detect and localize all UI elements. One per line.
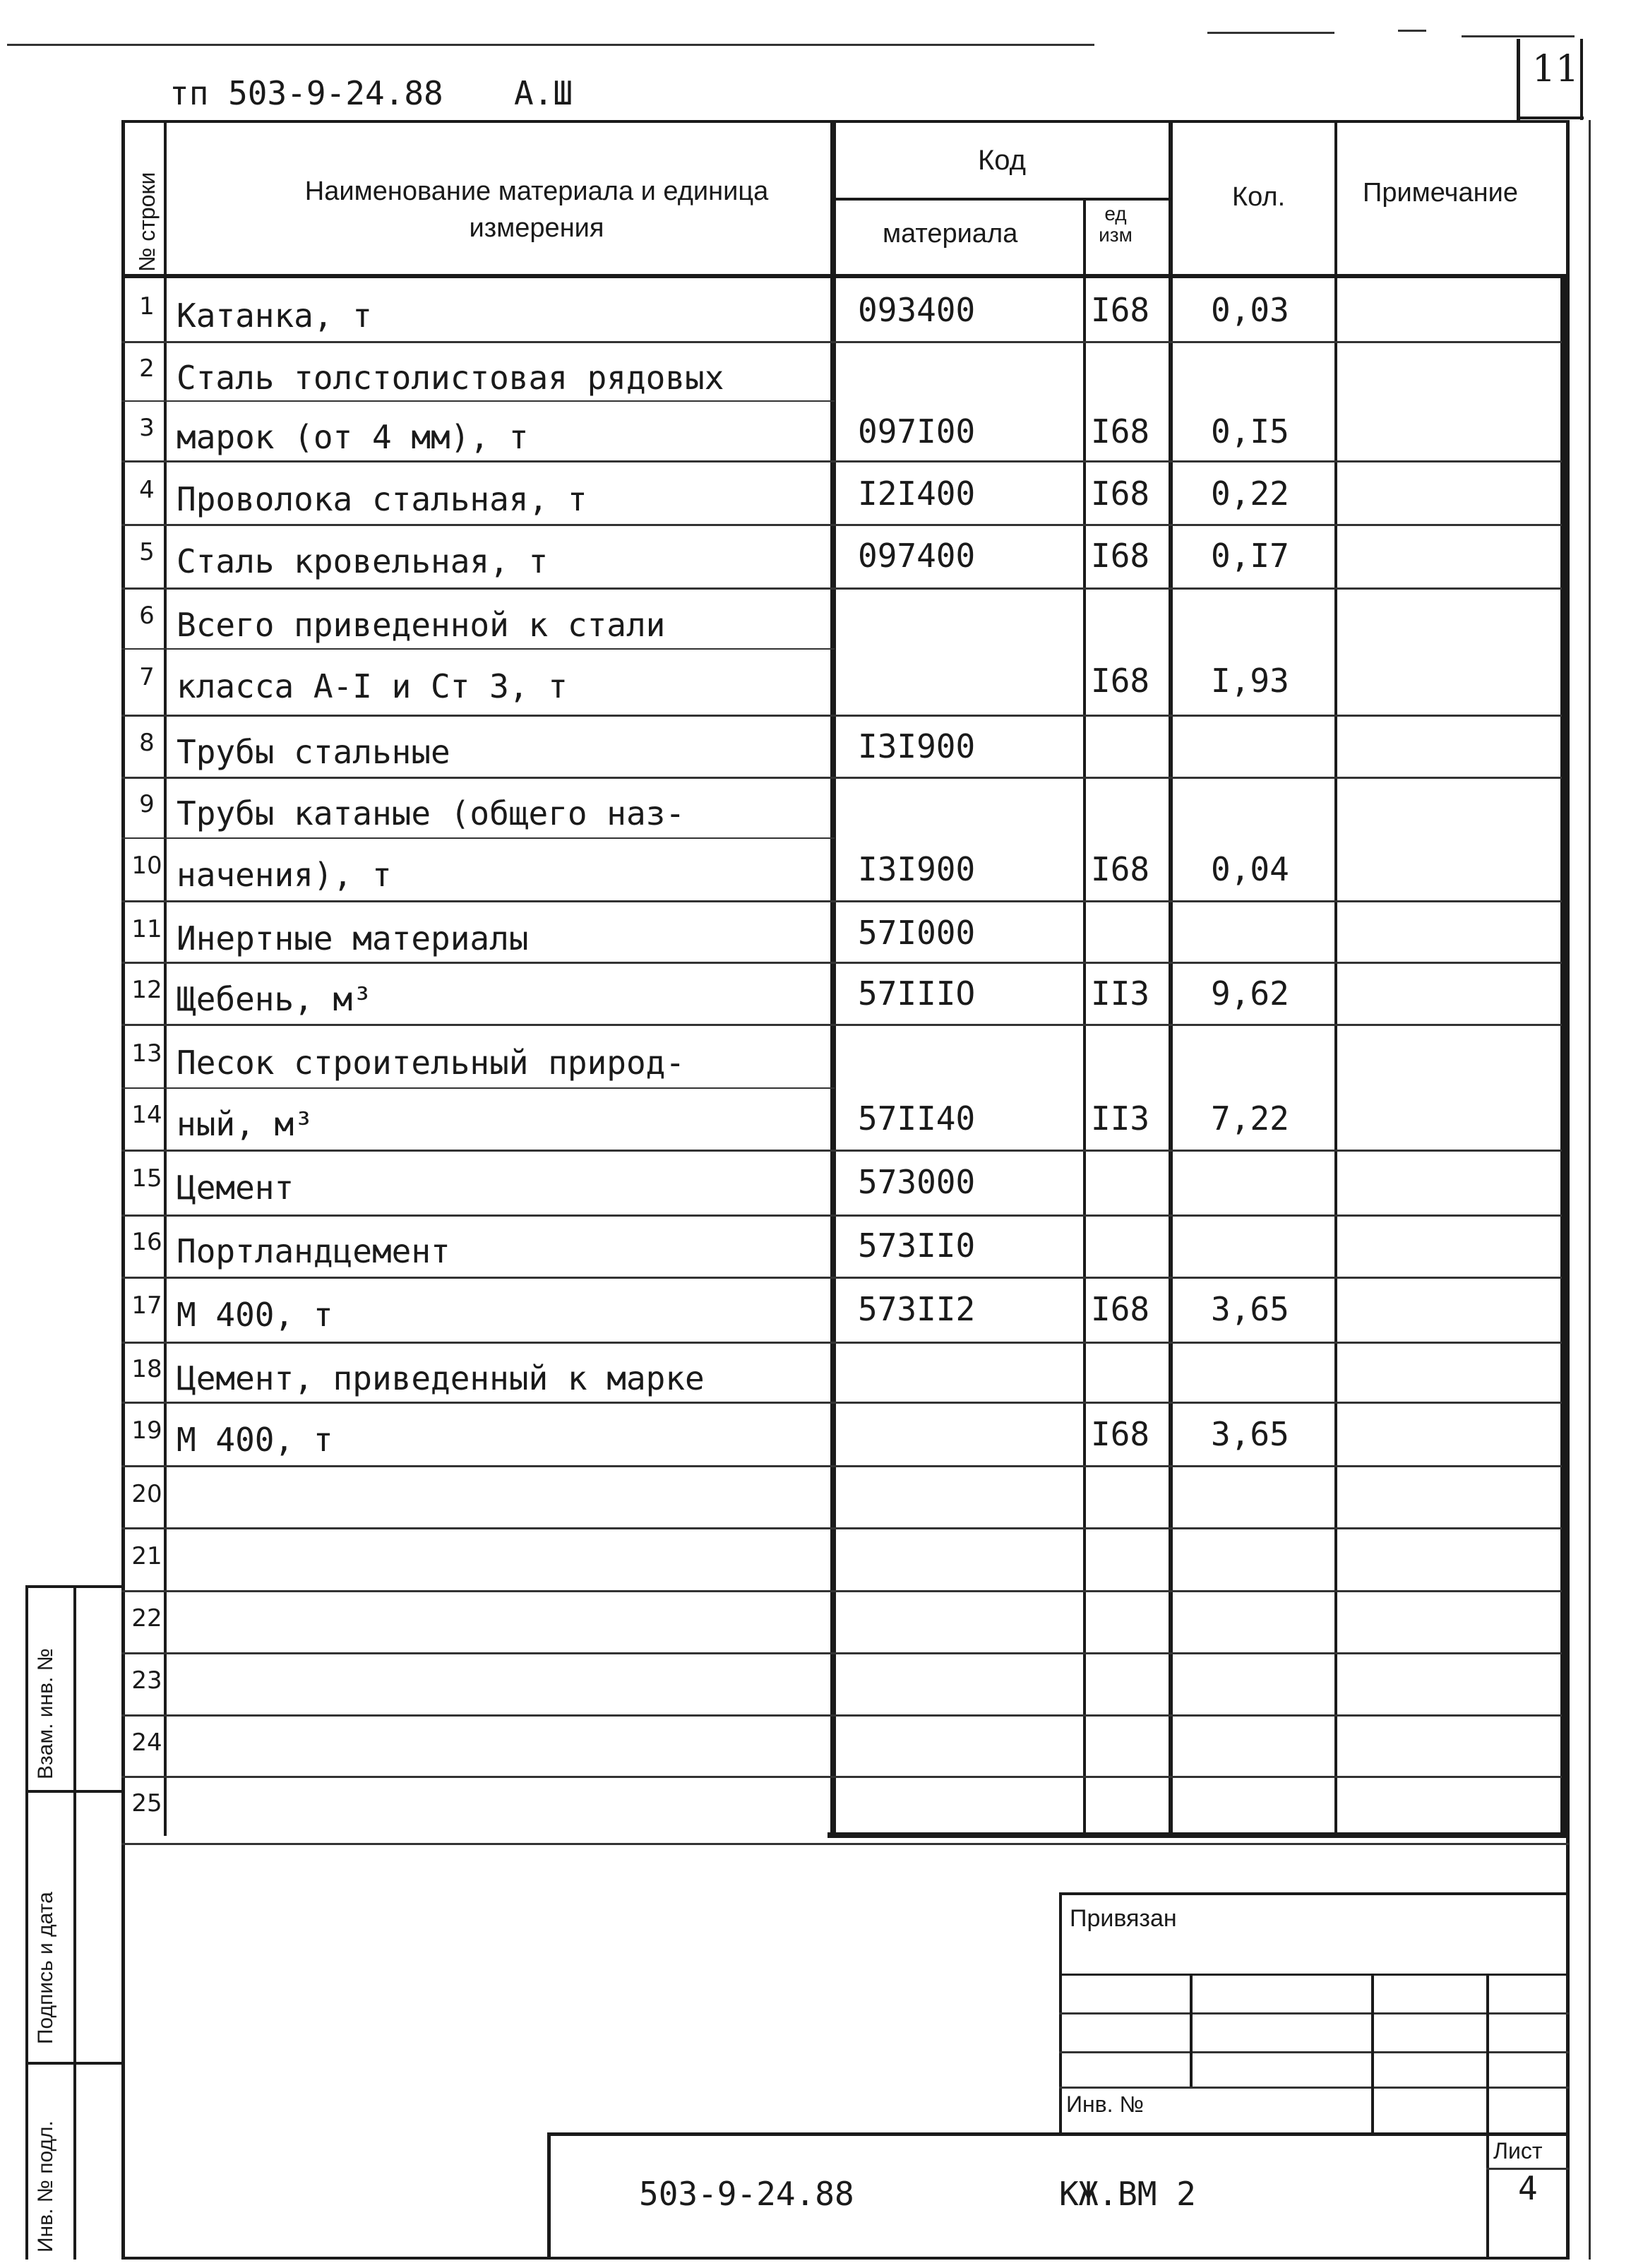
col-qty-header: Кол. [1232,182,1286,212]
row-material-code: 573II0 [858,1226,976,1265]
row-unit-code: I68 [1091,1415,1150,1453]
row-material-code: I3I900 [858,850,976,888]
row-number: 20 [131,1480,162,1508]
stamp-doc-number: 503-9-24.88 [639,2175,854,2213]
row-number: 16 [131,1228,162,1256]
col-name-header [268,173,805,246]
row-unit-code: I68 [1091,850,1150,888]
row-number: 25 [131,1789,162,1818]
row-number: 3 [139,414,155,442]
row-material-code: 097400 [858,537,976,575]
row-material-name: Цемент, приведенный к марке [177,1359,705,1397]
page-mark: 11 [1532,48,1579,90]
row-number: 24 [131,1729,162,1757]
row-material-name: Инертные материалы [177,919,529,957]
row-number: 17 [131,1291,162,1320]
row-material-name: М 400, т [177,1421,333,1459]
row-material-code: 57II40 [858,1099,976,1138]
row-number: 8 [139,729,155,757]
row-material-code: 573II2 [858,1290,976,1328]
row-material-name: Проволока стальная, т [177,480,587,518]
row-material-name: ный, м³ [177,1105,313,1143]
row-quantity: 3,65 [1211,1290,1289,1328]
row-unit-code: I68 [1091,291,1150,329]
row-quantity: 9,62 [1211,974,1289,1013]
inv-podl-label: Инв. № подл. [34,2120,57,2252]
row-number: 1 [139,292,155,321]
sheet-number: 4 [1518,2169,1538,2207]
col-name-header-text: Наименование материала и единица измерения [304,177,769,243]
col-row-no-header: № строки [134,172,160,272]
row-material-name: Портландцемент [177,1232,450,1270]
row-number: 9 [139,790,155,818]
row-quantity: 0,I5 [1211,412,1289,450]
header-album: А.Ш [514,74,573,112]
row-material-name: Песок строительный природ- [177,1044,686,1082]
row-material-name: Щебень, м³ [177,980,372,1018]
row-unit-code: II3 [1091,974,1150,1013]
row-number: 12 [131,976,162,1004]
row-material-name: Цемент [177,1169,294,1207]
row-quantity: 0,03 [1211,291,1289,329]
row-number: 15 [131,1164,162,1193]
row-quantity: 0,22 [1211,475,1289,513]
frame-top-border [121,120,1569,123]
row-unit-code: II3 [1091,1099,1150,1138]
row-quantity: 0,04 [1211,850,1289,888]
row-quantity: 7,22 [1211,1099,1289,1138]
row-material-code: 57I000 [858,914,976,952]
row-unit-code: I68 [1091,412,1150,450]
row-material-name: Трубы стальные [177,733,450,771]
sheet-label: Лист [1493,2138,1543,2163]
row-number: 23 [131,1666,162,1695]
row-number: 22 [131,1604,162,1633]
row-unit-code: I68 [1091,662,1150,700]
row-quantity: I,93 [1211,662,1289,700]
row-material-name: Сталь толстолистовая рядовых [177,359,724,397]
vzam-inv-label: Взам. инв. № [34,1648,57,1779]
stamp-mark: КЖ.ВМ 2 [1059,2175,1196,2213]
row-number: 10 [131,852,162,880]
row-number: 5 [139,538,155,566]
row-material-name: класса А-I и Ст 3, т [177,667,568,705]
row-number: 13 [131,1039,162,1068]
frame-bottom-border [121,2257,1569,2260]
frame-right-border [1566,120,1570,2260]
row-number: 6 [139,602,155,630]
row-material-code: 097I00 [858,412,976,450]
col-material-header: материала [883,219,1018,249]
row-unit-code: I68 [1091,1290,1150,1328]
row-material-name: Трубы катаные (общего наз- [177,794,686,832]
col-code-header: Код [978,145,1027,176]
row-material-name: М 400, т [177,1296,333,1334]
row-quantity: 0,I7 [1211,537,1289,575]
row-material-name: Сталь кровельная, т [177,542,549,580]
row-material-code: 093400 [858,291,976,329]
row-material-code: I2I400 [858,475,976,513]
row-number: 2 [139,354,155,383]
frame-left-border [121,120,125,2260]
row-number: 11 [131,915,162,943]
row-material-name: Катанка, т [177,297,372,335]
col-unit-header: ед изм [1099,203,1133,246]
row-material-name: начения), т [177,856,392,894]
row-number: 21 [131,1542,162,1570]
col-note-header: Примечание [1363,178,1518,208]
row-material-code: I3I900 [858,727,976,765]
row-quantity: 3,65 [1211,1415,1289,1453]
row-material-name: Всего приведенной к стали [177,606,666,644]
row-number: 14 [131,1101,162,1129]
row-number: 19 [131,1416,162,1445]
row-material-code: 573000 [858,1163,976,1201]
privyazan-label: Привязан [1070,1905,1177,1932]
row-unit-code: I68 [1091,475,1150,513]
row-unit-code: I68 [1091,537,1150,575]
inv-no-label: Инв. № [1066,2091,1144,2117]
header-doc-code: тп 503-9-24.88 [169,74,443,112]
row-number: 4 [139,476,155,504]
row-material-code: 57IIIO [858,974,976,1013]
podpis-data-label: Подпись и дата [34,1892,57,2044]
row-material-name: марок (от 4 мм), т [177,418,529,456]
row-number: 18 [131,1355,162,1383]
row-number: 7 [139,663,155,691]
